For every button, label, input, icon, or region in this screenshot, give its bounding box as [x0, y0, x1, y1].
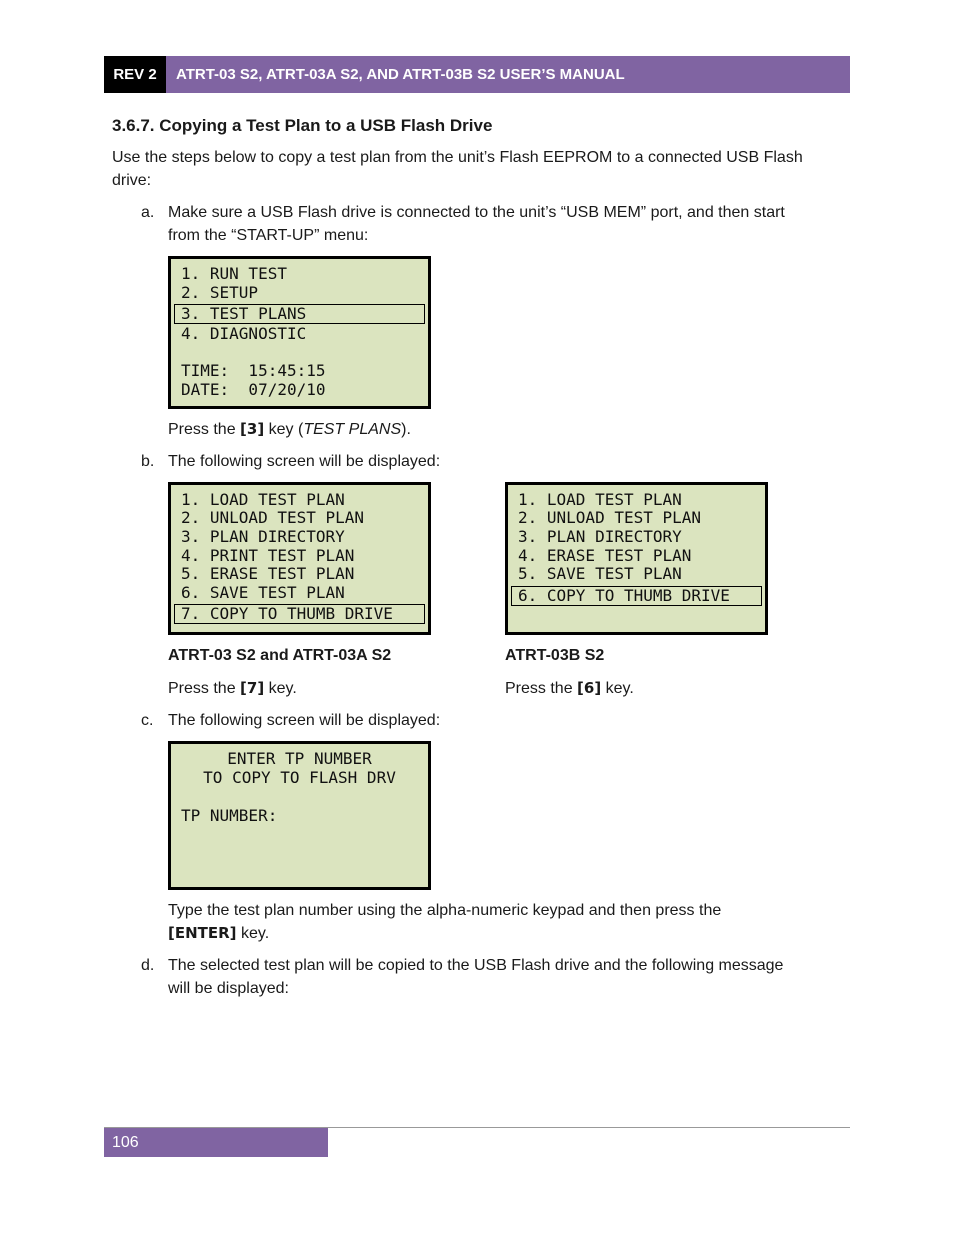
lcd-enter-tp-number — [168, 741, 431, 890]
step-b-letter: b. — [141, 453, 155, 470]
step-a-line-1: Make sure a USB Flash drive is connected to the unit’s “USB MEM” port, and then start — [168, 204, 785, 221]
lcd-line: 2. UNLOAD TEST PLAN — [181, 508, 365, 527]
lcd-line-selected: 3. TEST PLANS — [174, 304, 425, 324]
lcd-line-selected: 7. COPY TO THUMB DRIVE — [174, 604, 425, 624]
caption-atrt-03-and-03a: ATRT-03 S2 and ATRT-03A S2 — [168, 647, 392, 664]
step-b-press-right: Press the [6] key. — [505, 679, 634, 697]
lcd-test-plans-menu-left — [168, 482, 431, 635]
revision-label: REV 2 — [104, 56, 166, 93]
lcd-line: 2. UNLOAD TEST PLAN — [518, 508, 702, 527]
lcd-line-selected: 6. COPY TO THUMB DRIVE — [511, 586, 762, 606]
key-6: [6] — [577, 679, 602, 697]
lcd-line: 4. PRINT TEST PLAN — [181, 546, 355, 565]
step-b-text: The following screen will be displayed: — [168, 453, 441, 470]
key-3: [3] — [240, 420, 265, 438]
intro-line-1: Use the steps below to copy a test plan from the unit’s Flash EEPROM to a connected USB Flash — [112, 149, 803, 166]
step-d-line-1: The selected test plan will be copied to the USB Flash drive and the following message — [168, 957, 784, 974]
intro-line-2: drive: — [112, 172, 152, 189]
step-c-line-1: Type the test plan number using the alpha-numeric keypad and then press the — [168, 902, 722, 919]
lcd-line: 6. SAVE TEST PLAN — [181, 583, 345, 602]
step-b-press-left: Press the [7] key. — [168, 679, 297, 697]
lcd-startup-menu — [168, 256, 431, 409]
step-d-letter: d. — [141, 957, 155, 974]
lcd-line: 4. ERASE TEST PLAN — [518, 546, 692, 565]
step-a-press-instruction: Press the [3] key (TEST PLANS). — [168, 420, 411, 438]
step-c-letter: c. — [141, 712, 154, 729]
lcd-line: 1. RUN TEST — [181, 264, 287, 283]
caption-atrt-03b: ATRT-03B S2 — [505, 647, 605, 664]
page-header — [104, 56, 850, 93]
lcd-line: TO COPY TO FLASH DRV — [203, 768, 396, 787]
lcd-line: 5. ERASE TEST PLAN — [181, 564, 355, 583]
key-enter: [ENTER] — [168, 924, 237, 942]
lcd-line: 3. PLAN DIRECTORY — [518, 527, 682, 546]
page-number: 106 — [104, 1128, 328, 1157]
step-c-text: The following screen will be displayed: — [168, 712, 441, 729]
manual-title: ATRT-03 S2, ATRT-03A S2, AND ATRT-03B S2 USER’S MANUAL — [176, 66, 625, 83]
lcd-line: ENTER TP NUMBER — [227, 749, 372, 768]
lcd-test-plans-menu-right — [505, 482, 768, 635]
section-heading: 3.6.7. Copying a Test Plan to a USB Flash Drive — [112, 116, 493, 135]
step-d-line-2: will be displayed: — [168, 980, 289, 997]
lcd-line: 5. SAVE TEST PLAN — [518, 564, 682, 583]
key-7: [7] — [240, 679, 265, 697]
step-a-line-2: from the “START-UP” menu: — [168, 227, 369, 244]
lcd-line: 3. PLAN DIRECTORY — [181, 527, 345, 546]
step-a-letter: a. — [141, 204, 155, 221]
lcd-line: 1. LOAD TEST PLAN — [181, 490, 345, 509]
lcd-line: 4. DIAGNOSTIC — [181, 324, 307, 343]
lcd-date: DATE: 07/20/10 — [181, 380, 326, 399]
lcd-line: 2. SETUP — [181, 283, 259, 302]
lcd-tp-number-prompt: TP NUMBER: — [181, 806, 278, 825]
step-c-line-2: [ENTER] key. — [168, 924, 270, 942]
lcd-line: 1. LOAD TEST PLAN — [518, 490, 682, 509]
lcd-time: TIME: 15:45:15 — [181, 361, 326, 380]
